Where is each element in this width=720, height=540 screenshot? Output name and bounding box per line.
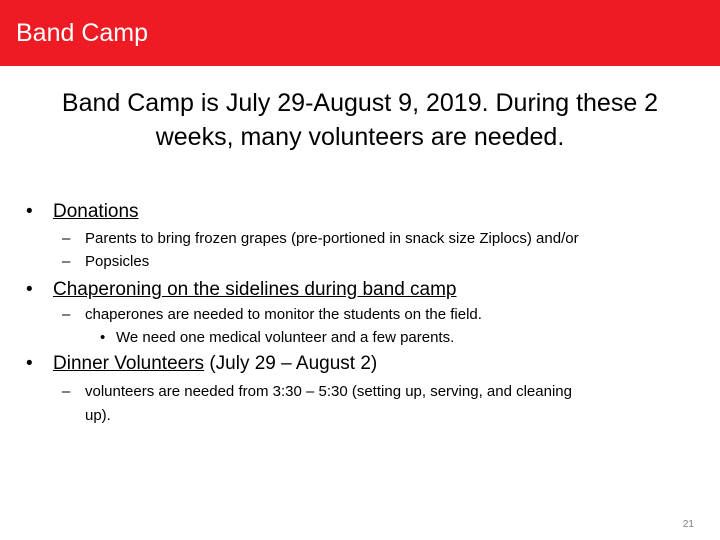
slide-title: Band Camp bbox=[16, 19, 149, 47]
sub-item-text: chaperones are needed to monitor the students on the field. bbox=[85, 306, 482, 323]
sub-sub-item bbox=[100, 327, 454, 349]
page-number: 21 bbox=[682, 519, 694, 530]
sub-item-text: up). bbox=[85, 407, 111, 424]
bullet-dinner-volunteers bbox=[26, 352, 377, 376]
sub-item-continuation bbox=[85, 405, 111, 427]
subtitle: Band Camp is July 29-August 9, 2019. During these 2 weeks, many volunteers are needed. bbox=[61, 89, 659, 151]
dash-marker: – bbox=[62, 230, 71, 247]
sub-item bbox=[62, 304, 482, 326]
sub-item-text: Popsicles bbox=[85, 253, 150, 270]
sub-item bbox=[62, 251, 149, 273]
dash-marker: – bbox=[62, 306, 71, 323]
dash-marker: – bbox=[62, 383, 71, 400]
dash-marker: – bbox=[62, 253, 71, 270]
sub-item-text: Parents to bring frozen grapes (pre-portioned in snack size Ziplocs) and/or bbox=[85, 230, 579, 247]
bullet-donations bbox=[26, 200, 139, 224]
bullet-heading: Dinner Volunteers bbox=[53, 353, 205, 374]
bullet-heading: Donations bbox=[53, 201, 139, 222]
bullet-marker: • bbox=[100, 329, 106, 346]
bullet-marker: • bbox=[26, 279, 33, 300]
sub-item-text: volunteers are needed from 3:30 – 5:30 (setting up, serving, and cleaning bbox=[85, 383, 572, 400]
sub-sub-item-text: We need one medical volunteer and a few parents. bbox=[116, 329, 455, 346]
bullet-heading: Chaperoning on the sidelines during band camp bbox=[53, 279, 457, 300]
bullet-marker: • bbox=[26, 201, 33, 222]
sub-item bbox=[62, 381, 572, 403]
sub-item bbox=[62, 228, 579, 250]
bullet-chaperoning bbox=[26, 278, 457, 302]
bullet-marker: • bbox=[26, 353, 33, 374]
bullet-heading-suffix: (July 29 – August 2) bbox=[204, 353, 378, 374]
